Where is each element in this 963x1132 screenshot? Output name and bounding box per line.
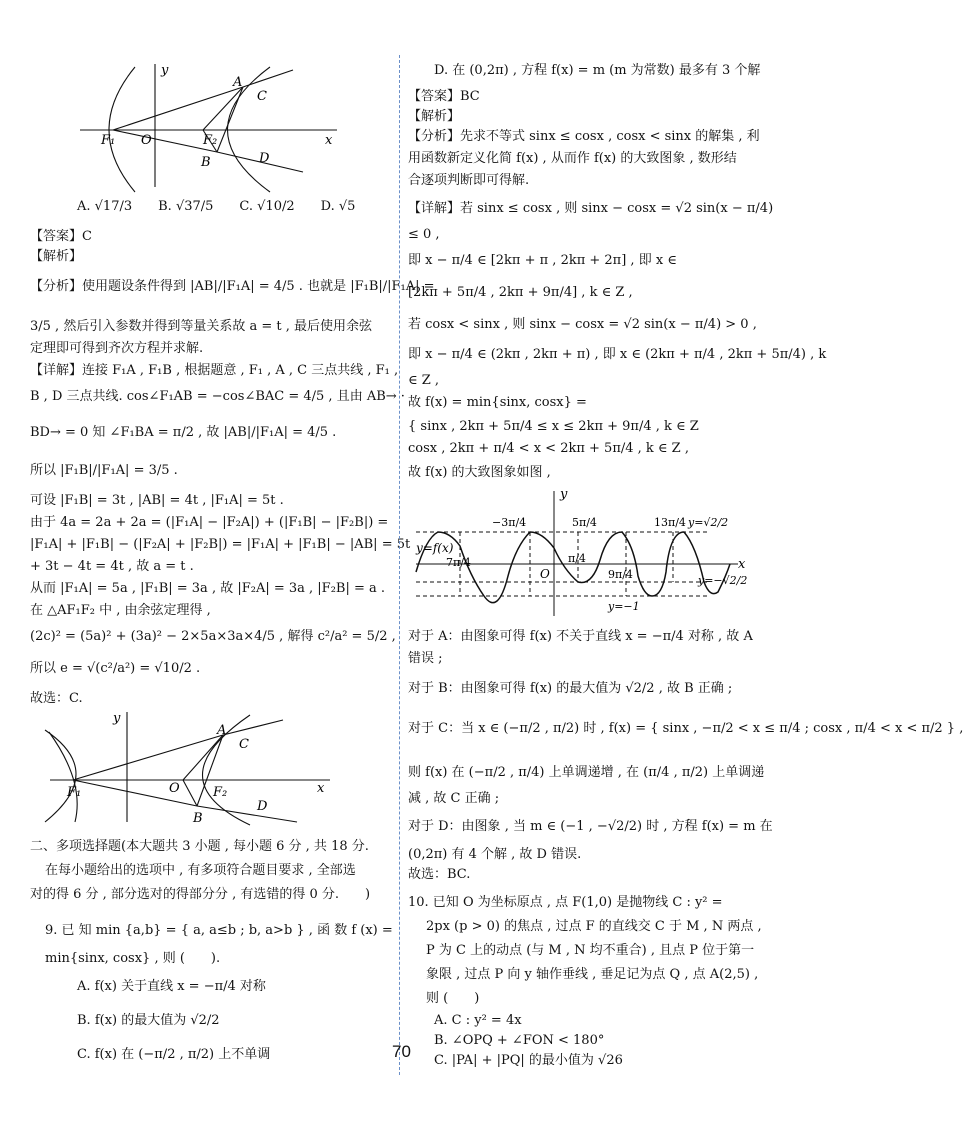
q10-option-b: B. ∠OPQ + ∠FON < 180° (434, 1033, 605, 1048)
q10-option-a: A. C : y² = 4x (434, 1013, 522, 1028)
graph-origin-label: O (540, 567, 550, 581)
column-divider (399, 55, 400, 1075)
a-label: A (233, 75, 243, 90)
r-line-13: cosx , 2kπ + π/4 < x < 2kπ + 5π/4 , k ∈ Z , (408, 441, 689, 456)
f2-label: F₂ (203, 133, 218, 148)
q8-line-15: 所以 e = √(c²/a²) = √10/2 . (30, 661, 201, 676)
q9-option-b: B. f(x) 的最大值为 √2/2 (77, 1013, 220, 1028)
q10-line-1: 10. 已知 O 为坐标原点 , 点 F(1,0) 是抛物线 C : y² = (408, 895, 723, 910)
graph-tick-bottom-3: 9π/4 (608, 568, 633, 581)
graph-yneg1-label: y=−1 (608, 600, 640, 613)
r-line-9: 即 x − π/4 ∈ (2kπ , 2kπ + π) , 即 x ∈ (2kπ + π/4 , 2kπ + 5π/4) , k (408, 347, 827, 362)
r-line-4: 【详解】若 sinx ≤ cosx , 则 sinx − cosx = √2 sin(x − π/4) (408, 201, 774, 216)
r-line-11: 故 f(x) = min{sinx, cosx} = (408, 395, 587, 410)
graph-tick-top-3: 13π/4 (654, 516, 686, 529)
d-label: D (259, 151, 270, 166)
d-label-2: D (257, 799, 268, 814)
q9-jiexi: 【解析】 (408, 109, 461, 124)
q10-option-c: C. |PA| + |PQ| 的最小值为 √26 (434, 1053, 623, 1068)
c-label-2: C (239, 737, 249, 752)
r-line-8: 若 cosx < sinx , 则 sinx − cosx = √2 sin(x − π/4) > 0 , (408, 317, 757, 332)
q8-jiexi: 【解析】 (30, 249, 83, 264)
graph-tick-top-2: 5π/4 (572, 516, 597, 529)
origin-label: O (141, 133, 152, 148)
q8-line-5: B , D 三点共线. cos∠F₁AB = −cos∠BAC = 4/5 , 且由 AB→ · (30, 389, 405, 404)
r-line-3: 合逐项判断即可得解. (408, 173, 530, 188)
graph-y-axis-label: y (560, 487, 568, 502)
q8-line-11: + 3t − 4t = 4t , 故 a = t . (30, 559, 194, 574)
section-desc-1: 在每小题给出的选项中 , 有多项符合题目要求 , 全部选 (45, 863, 356, 878)
f2-label-2: F₂ (213, 785, 228, 800)
r-after-6: 减 , 故 C 正确 ; (408, 791, 500, 806)
q9-stem-1: 9. 已 知 min {a,b} = { a, a≤b ; b, a>b } , 函 数 f (x) = (45, 923, 393, 938)
f1-label-2: F₁ (67, 785, 82, 800)
r-after-8: (0,2π) 有 4 个解 , 故 D 错误. (408, 847, 582, 862)
graph-tick-bottom-1: 7π/4 (446, 556, 471, 569)
y-axis-label-2: y (113, 711, 121, 726)
q8-line-16: 故选：C. (30, 691, 83, 706)
origin-label-2: O (169, 781, 180, 796)
r-after-2: 错误 ; (408, 651, 443, 666)
r-line-10: ∈ Z , (408, 373, 440, 388)
q8-line-6: BD→ = 0 知 ∠F₁BA = π/2 , 故 |AB|/|F₁A| = 4/5 . (30, 425, 337, 440)
r-line-14: 故 f(x) 的大致图象如图 , (408, 465, 551, 480)
q8-line-14: (2c)² = (5a)² + (3a)² − 2×5a×3a×4/5 , 解得 c²/a² = 5/2 , (30, 629, 396, 644)
graph-tick-top-1: −3π/4 (492, 516, 527, 529)
q8-options: A. √17/3 B. √37/5 C. √10/2 D. √5 (77, 199, 356, 214)
r-line-1: 【分析】先求不等式 sinx ≤ cosx , cosx < sinx 的解集 , 利 (408, 129, 760, 144)
q8-answer: 【答案】C (30, 229, 92, 244)
q9-option-d: D. 在 (0,2π) , 方程 f(x) = m (m 为常数) 最多有 3 个解 (434, 63, 761, 78)
graph-fx-label: y=f(x) (416, 541, 454, 555)
q8-line-4: 【详解】连接 F₁A , F₁B , 根据题意 , F₁ , A , C 三点共线 , F₁ , (30, 363, 399, 378)
page-number: 70 (392, 1042, 411, 1061)
r-line-5: ≤ 0 , (408, 227, 440, 242)
q9-answer: 【答案】BC (408, 89, 480, 104)
q8-line-2: 3/5 , 然后引入参数并得到等量关系故 a = t , 最后使用余弦 (30, 319, 372, 334)
y-axis-label: y (161, 63, 169, 78)
r-after-1: 对于 A：由图象可得 f(x) 不关于直线 x = −π/4 对称 , 故 A (408, 629, 753, 644)
q9-option-a: A. f(x) 关于直线 x = −π/4 对称 (77, 979, 266, 994)
fx-graph (408, 486, 753, 618)
r-line-6: 即 x − π/4 ∈ [2kπ + π , 2kπ + 2π] , 即 x ∈ (408, 253, 677, 268)
r-after-3: 对于 B：由图象可得 f(x) 的最大值为 √2/2 , 故 B 正确 ; (408, 681, 733, 696)
q8-line-7: 所以 |F₁B|/|F₁A| = 3/5 . (30, 463, 178, 478)
section-desc-2: 对的得 6 分 , 部分选对的得部分分 , 有选错的得 0 分. ) (30, 887, 371, 902)
r-line-7: [2kπ + 5π/4 , 2kπ + 9π/4] , k ∈ Z , (408, 285, 633, 300)
q9-stem-2: min{sinx, cosx} , 则 ( ). (45, 951, 221, 966)
b-label: B (201, 155, 211, 170)
hyperbola-figure-1 (75, 62, 345, 192)
q9-option-c: C. f(x) 在 (−π/2 , π/2) 上不单调 (77, 1047, 271, 1062)
q10-line-4: 象限 , 过点 P 向 y 轴作垂线 , 垂足记为点 Q , 点 A(2,5) , (426, 967, 759, 982)
q8-line-1: 【分析】使用题设条件得到 |AB|/|F₁A| = 4/5 . 也就是 |F₁B|/|F₁A| = (30, 279, 435, 294)
r-after-5: 则 f(x) 在 (−π/2 , π/4) 上单调递增 , 在 (π/4 , π/2) 上单调递 (408, 765, 765, 780)
graph-ymin-label: y=−√2/2 (698, 574, 748, 587)
q8-line-12: 从而 |F₁A| = 5a , |F₁B| = 3a , 故 |F₂A| = 3a , |F₂B| = a . (30, 581, 386, 596)
graph-tick-bottom-2: π/4 (568, 552, 586, 565)
q8-line-13: 在 △AF₁F₂ 中 , 由余弦定理得 , (30, 603, 211, 618)
r-after-9: 故选：BC. (408, 867, 471, 882)
f1-label: F₁ (101, 133, 116, 148)
q8-line-9: 由于 4a = 2a + 2a = (|F₁A| − |F₂A|) + (|F₁B| − |F₂B|) = (30, 515, 389, 530)
q8-line-3: 定理即可得到齐次方程并求解. (30, 341, 204, 356)
r-line-2: 用函数新定义化简 f(x) , 从而作 f(x) 的大致图象 , 数形结 (408, 151, 737, 166)
q10-line-2: 2px (p > 0) 的焦点 , 过点 F 的直线交 C 于 M , N 两点 , (426, 919, 762, 934)
x-axis-label: x (325, 133, 333, 148)
hyperbola-figure-2 (45, 710, 335, 825)
c-label: C (257, 89, 267, 104)
x-axis-label-2: x (317, 781, 325, 796)
r-after-4: 对于 C：当 x ∈ (−π/2 , π/2) 时 , f(x) = { sinx , −π/2 < x ≤ π/4 ; cosx , π/4 < x < π/2 } , (408, 721, 963, 736)
r-after-7: 对于 D：由图象 , 当 m ∈ (−1 , −√2/2) 时 , 方程 f(x) = m 在 (408, 819, 773, 834)
r-line-12: { sinx , 2kπ + 5π/4 ≤ x ≤ 2kπ + 9π/4 , k ∈ Z (408, 419, 699, 434)
q8-line-10: |F₁A| + |F₁B| − (|F₂A| + |F₂B|) = |F₁A| + |F₁B| − |AB| = 5t (30, 537, 411, 552)
q10-line-3: P 为 C 上的动点 (与 M , N 均不重合) , 且点 P 位于第一 (426, 943, 755, 958)
a-label-2: A (217, 723, 227, 738)
b-label-2: B (193, 811, 203, 826)
q10-line-5: 则 ( ) (426, 991, 480, 1006)
graph-x-axis-label: x (738, 557, 746, 572)
section-title: 二、多项选择题(本大题共 3 小题 , 每小题 6 分 , 共 18 分. (30, 839, 369, 854)
q8-line-8: 可设 |F₁B| = 3t , |AB| = 4t , |F₁A| = 5t . (30, 493, 284, 508)
graph-ymax-label: y=√2/2 (688, 516, 729, 529)
